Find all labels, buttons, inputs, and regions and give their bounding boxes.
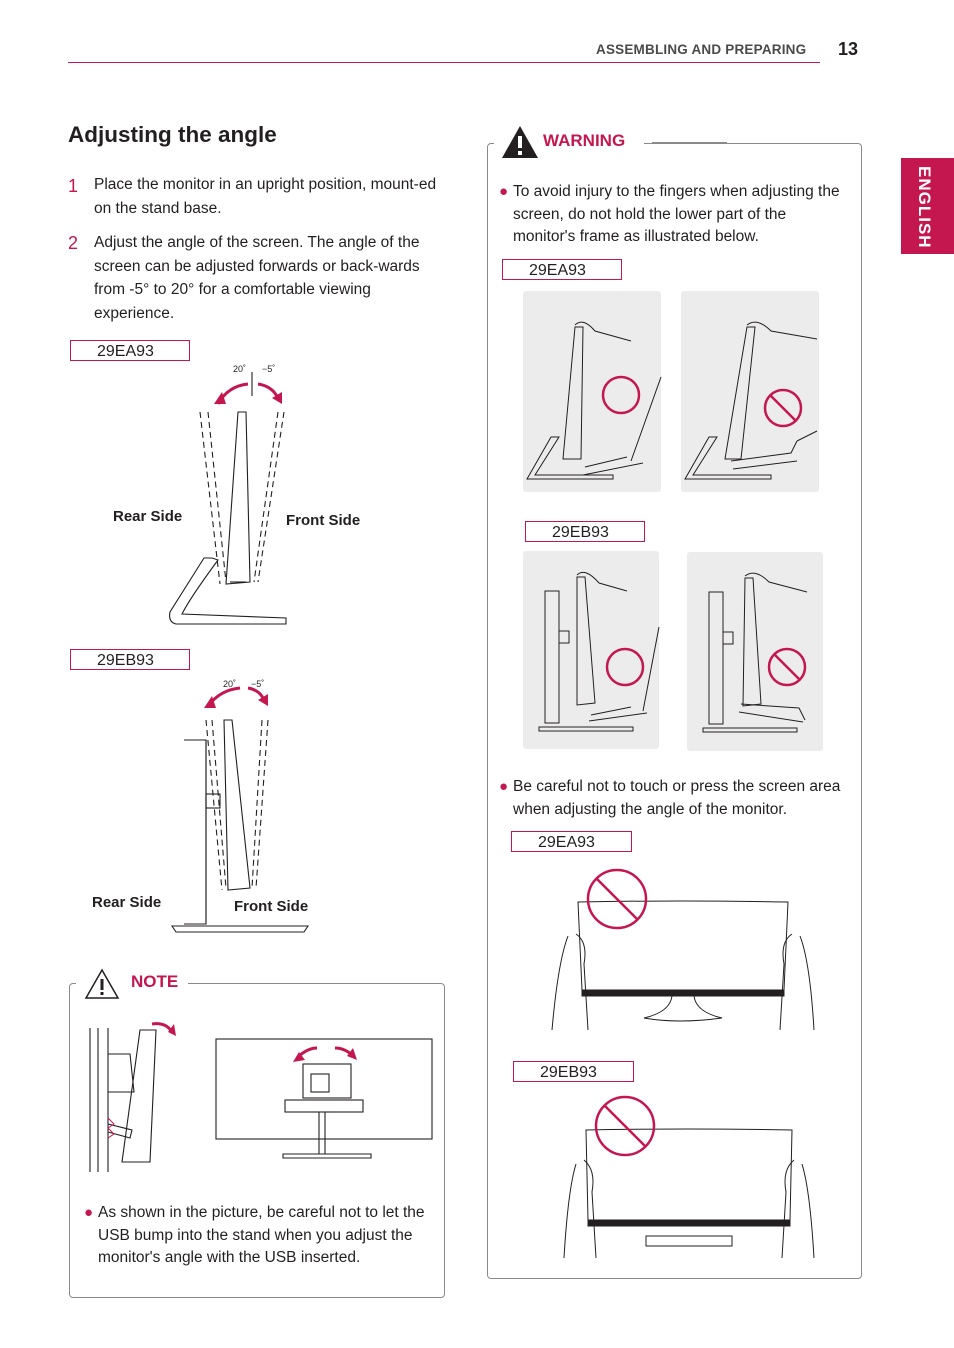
angle-back-label-eb: 20˚	[223, 679, 237, 689]
note-rear-usb-illustration	[215, 1036, 435, 1162]
front-side-label: Front Side	[286, 512, 361, 529]
angle-forward-label-eb: −5˚	[251, 679, 265, 689]
rear-side-label: Rear Side	[113, 508, 183, 525]
bullet-dot: ●	[499, 778, 509, 795]
ok-circle-icon	[607, 649, 643, 685]
header-section: ASSEMBLING AND PREPARING	[596, 42, 807, 57]
warning-text-1: To avoid injury to the fingers when adjusting the screen, do not hold the lower part of the monitor's frame as illustrated below.	[513, 183, 840, 245]
header-divider	[68, 62, 820, 63]
note-title: NOTE	[131, 972, 179, 991]
step-2-text: Adjust the angle of the screen. The angle of the screen can be adjusted forwards or back-wards from -5° to 20° for a comfortable viewing experience.	[94, 234, 420, 322]
ea93-screen-press-illustration	[548, 866, 818, 1036]
step-1-text: Place the monitor in an upright position, mount-ed on the stand base.	[94, 176, 437, 217]
warning-model-label-29eb93: 29EB93	[525, 521, 645, 542]
ok-circle-icon	[603, 377, 639, 413]
page-title: Adjusting the angle	[68, 122, 277, 147]
model-label-29eb93: 29EB93	[70, 649, 190, 670]
step-1-number: 1	[68, 176, 79, 196]
warning-text-2: Be careful not to touch or press the screen area when adjusting the angle of the monitor.	[513, 778, 841, 818]
note-bullet	[84, 1202, 428, 1270]
warning-model-label-29ea93-screen: 29EA93	[511, 831, 632, 852]
warning-triangle-icon	[500, 124, 540, 160]
warning-bullet-2	[499, 776, 853, 821]
angle-forward-label: −5˚	[262, 364, 276, 374]
note-text: As shown in the picture, be careful not to let the USB bump into the stand when you adjust the monitor's angle with the USB inserted.	[98, 1204, 425, 1266]
step-2-number: 2	[68, 233, 79, 253]
warning-bullet-1	[499, 181, 843, 249]
bullet-dot: ●	[499, 183, 509, 200]
eb93-tilt-diagram	[168, 676, 308, 936]
warning-model-label-29eb93-screen: 29EB93	[513, 1061, 634, 1082]
front-side-label-eb: Front Side	[234, 898, 309, 915]
warning-model-label-29ea93: 29EA93	[502, 259, 622, 280]
warning-triangle-icon	[84, 968, 120, 1000]
bullet-dot: ●	[84, 1204, 94, 1221]
note-side-usb-illustration	[86, 1014, 186, 1174]
eb93-screen-press-illustration	[560, 1094, 820, 1260]
page-number: 13	[838, 39, 859, 59]
angle-back-label: 20˚	[233, 364, 247, 374]
warning-title: WARNING	[543, 131, 626, 150]
language-tab-label: ENGLISH	[915, 166, 934, 249]
rear-side-label-eb: Rear Side	[92, 894, 162, 911]
model-label-29ea93: 29EA93	[70, 340, 190, 361]
ea93-tilt-diagram	[160, 360, 300, 630]
